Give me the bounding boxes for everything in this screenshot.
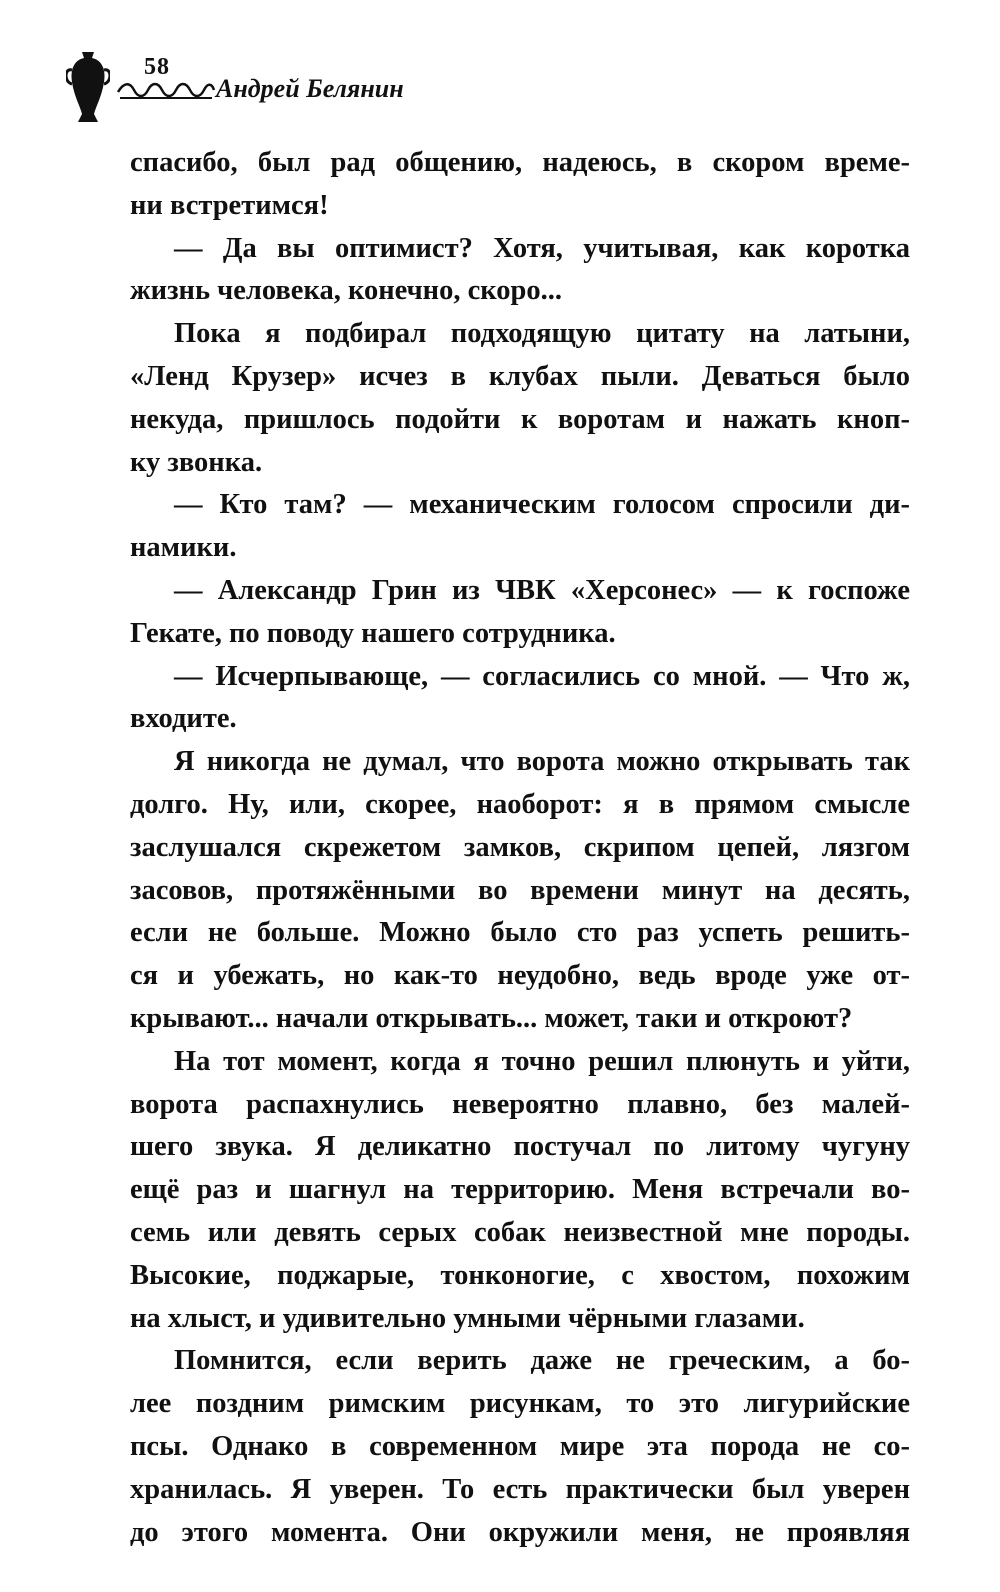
text-line: семь или девять серых собак неизвестной мне породы. [130,1216,910,1248]
text-line: — Кто там? — механическим голосом спросили ди- [174,489,910,521]
text-line: Гекате, по поводу нашего сотрудника. [130,617,616,649]
page-number: 58 [144,54,170,80]
ornament-icon [116,78,216,102]
amphora-icon [66,48,110,128]
text-line: Высокие, поджарые, тонконогие, с хвостом, похожим [130,1259,910,1291]
text-line: — Исчерпывающе, — согласились со мной. — Что ж, [174,660,910,692]
text-line: ку звонка. [130,446,263,478]
text-line: ещё раз и шагнул на территорию. Меня встречали во- [130,1174,910,1206]
text-line: долго. Ну, или, скорее, наоборот: я в прямом смысле [130,788,910,820]
body-text [130,142,910,1554]
running-header [66,48,486,128]
text-line: — Александр Грин из ЧВК «Херсонес» — к госпоже [174,574,910,606]
author-name: Андрей Белянин [216,74,404,103]
text-line: спасибо, был рад общению, надеюсь, в скором време- [130,147,910,178]
text-line: «Ленд Крузер» исчез в клубах пыли. Деваться было [130,360,910,392]
text-line: лее поздним римским рисункам, то это лигурийские [130,1388,910,1420]
text-line: ни встретимся! [130,189,329,221]
text-line: Я никогда не думал, что ворота можно открывать так [174,746,910,778]
text-line: На тот момент, когда я точно решил плюнуть и уйти, [174,1045,910,1077]
text-line: намики. [130,532,237,564]
text-line: ся и убежать, но как-то неудобно, ведь вроде уже от- [130,960,910,992]
text-line: Помнится, если верить даже не греческим, а бо- [174,1345,910,1377]
text-line: жизнь человека, конечно, скоро... [130,275,563,307]
text-line: заслушался скрежетом замков, скрипом цепей, лязгом [130,831,910,863]
text-line: шего звука. Я деликатно постучал по литому чугуну [130,1131,910,1163]
text-line: если не больше. Можно было сто раз успеть решить- [130,917,910,949]
text-line: псы. Однако в современном мире эта порода не со- [130,1430,910,1462]
text-line: крывают... начали открывать... может, таки и откроют? [130,1002,853,1034]
text-line: хранилась. Я уверен. То есть практически был уверен [130,1473,910,1505]
text-line: некуда, пришлось подойти к воротам и нажать кноп- [130,403,910,435]
text-line: ворота распахнулись невероятно плавно, без малей- [130,1088,910,1120]
text-line: — Да вы оптимист? Хотя, учитывая, как коротка [174,232,910,264]
text-line: до этого момента. Они окружили меня, не проявляя [130,1516,910,1548]
text-line: на хлыст, и удивительно умными чёрными глазами. [130,1302,805,1334]
text-line: засовов, протяжёнными во времени минут на десять, [130,874,910,906]
text-line: входите. [130,703,237,735]
text-line: Пока я подбирал подходящую цитату на латыни, [174,318,910,350]
